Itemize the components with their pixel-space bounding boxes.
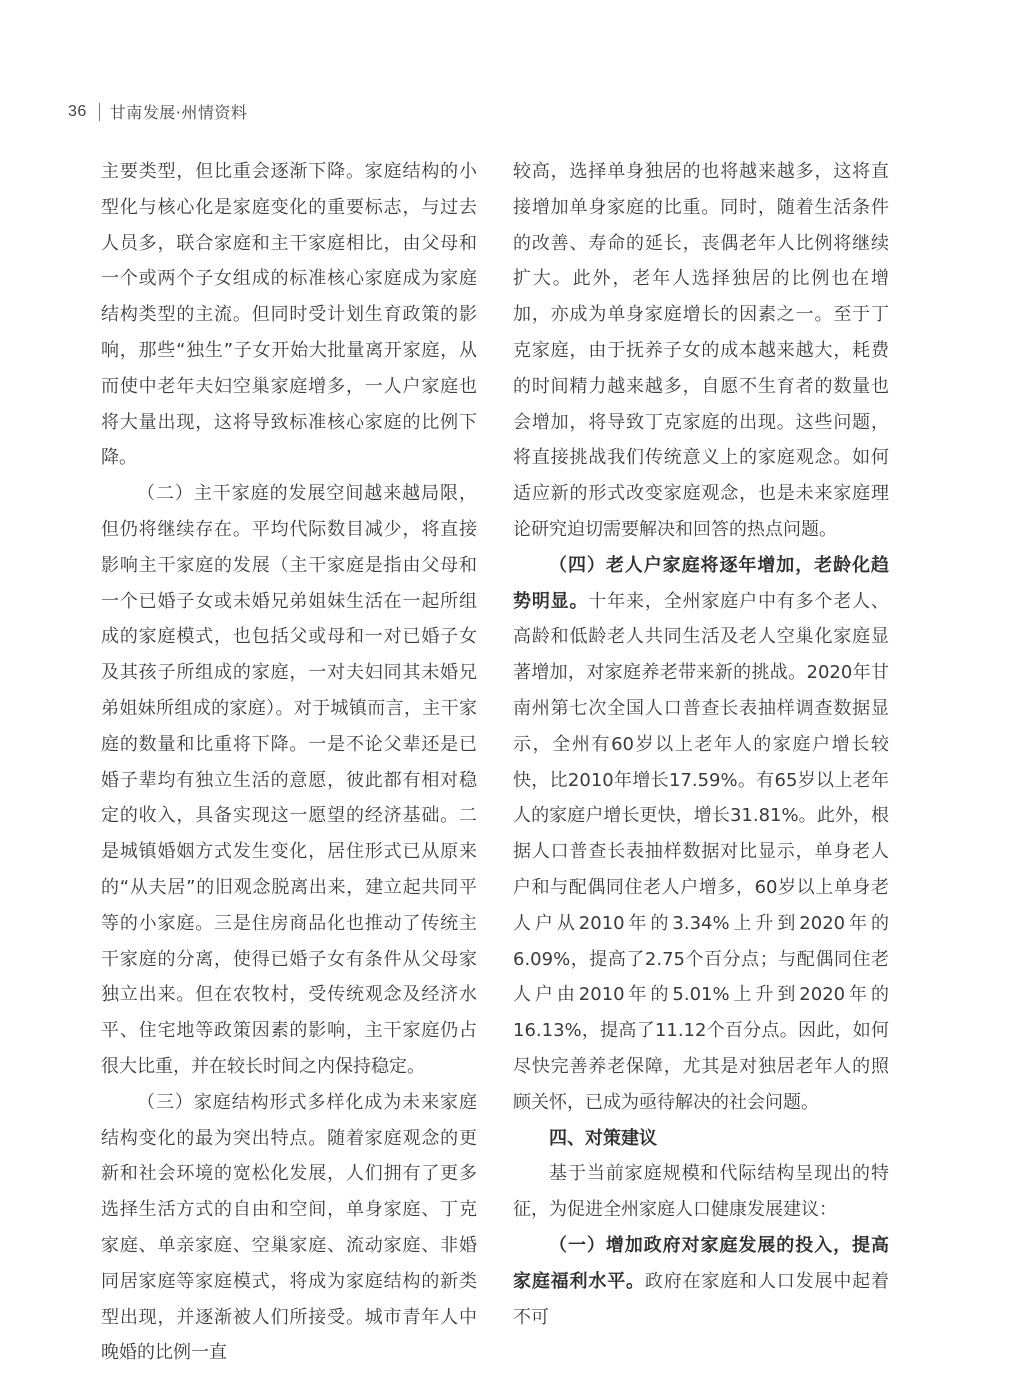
paragraph: 基于当前家庭规模和代际结构呈现出的特征，为促进全州家庭人口健康发展建议： [513, 1163, 889, 1221]
running-header [68, 100, 247, 123]
paragraph [513, 1228, 889, 1335]
paragraph-body: 十年来，全州家庭户中有多个老人、高龄和低龄老人共同生活及老人空巢化家庭显著增加，对家庭养老带来新的挑战。2020年甘南州第七次全国人口普查长表抽样调查数据显示，全州有60岁以上老年人的家庭户增长较快，比2010年增长17.59%。有65岁以上老年人的家庭户增长更快，增长31.81%。此外，根据人口普查长表抽样数据对比显示，单身老人户和与配偶同住老人户增多，60岁以上单身老人户从2010年的3.34%上升到2020年的6.09%，提高了2.75个百分点；与配偶同住老人户由2010年的5.01%上升到2020年的16.13%，提高了11.12个百分点。因此，如何尽快完善养老保障，尤其是对独居老年人的照顾关怀，已成为亟待解决的社会问题。 [513, 590, 890, 1113]
paragraph: （三）家庭结构形式多样化成为未来家庭结构变化的最为突出特点。随着家庭观念的更新和社会环境的宽松化发展，人们拥有了更多选择生活方式的自由和空间，单身家庭、丁克家庭、单亲家庭、空巢家庭、流动家庭、非婚同居家庭等家庭模式，将成为家庭结构的新类型出现，并逐渐被人们所接受。城市青年人中晚婚的比例一直 [101, 1091, 477, 1364]
publication-title: 甘南发展·州情资料 [109, 103, 248, 122]
paragraph-heading: （一）增加政府对家庭发展的投入，提高家庭福利水平。 [513, 1234, 889, 1292]
paragraph-body: 政府在家庭和人口发展中起着不可 [513, 1270, 890, 1328]
section-heading: 四、对策建议 [549, 1127, 657, 1149]
right-column [513, 154, 889, 1335]
paragraph: 较高，选择单身独居的也将越来越多，这将直接增加单身家庭的比重。同时，随着生活条件的改善、寿命的延长，丧偶老年人比例将继续扩大。此外，老年人选择独居的比例也在增加，亦成为单身家庭增长的因素之一。至于丁克家庭，由于抚养子女的成本越来越大，耗费的时间精力越来越多，自愿不生育者的数量也会增加，将导致丁克家庭的出现。这些问题，将直接挑战我们传统意义上的家庭观念。如何适应新的形式改变家庭观念，也是未来家庭理论研究迫切需要解决和回答的热点问题。 [513, 161, 889, 540]
page-number: 36 [68, 102, 87, 120]
left-column [101, 154, 477, 1371]
paragraph: （二）主干家庭的发展空间越来越局限，但仍将继续存在。平均代际数目减少，将直接影响主干家庭的发展（主干家庭是指由父母和一个已婚子女或未婚兄弟姐妹生活在一起所组成的家庭模式，也包括父或母和一对已婚子女及其孩子所组成的家庭，一对夫妇同其未婚兄弟姐妹所组成的家庭）。对于城镇而言，主干家庭的数量和比重将下降。一是不论父辈还是已婚子辈均有独立生活的意愿，彼此都有相对稳定的收入，具备实现这一愿望的经济基础。二是城镇婚姻方式发生变化，居住形式已从原来的“从夫居”的旧观念脱离出来，建立起共同平等的小家庭。三是住房商品化也推动了传统主干家庭的分离，使得已婚子女有条件从父母家独立出来。但在农牧村，受传统观念及经济水平、住宅地等政策因素的影响，主干家庭仍占很大比重，并在较长时间之内保持稳定。 [101, 483, 477, 1077]
header-divider [99, 103, 100, 121]
paragraph-heading: （四）老人户家庭将逐年增加，老龄化趋势明显。 [513, 554, 889, 612]
paragraph: 主要类型，但比重会逐渐下降。家庭结构的小型化与核心化是家庭变化的重要标志，与过去人员多，联合家庭和主干家庭相比，由父母和一个或两个子女组成的标准核心家庭成为家庭结构类型的主流。但同时受计划生育政策的影响，那些“独生”子女开始大批量离开家庭，从而使中老年夫妇空巢家庭增多，一人户家庭也将大量出现，这将导致标准核心家庭的比例下降。 [101, 161, 477, 469]
paragraph [513, 548, 889, 1121]
